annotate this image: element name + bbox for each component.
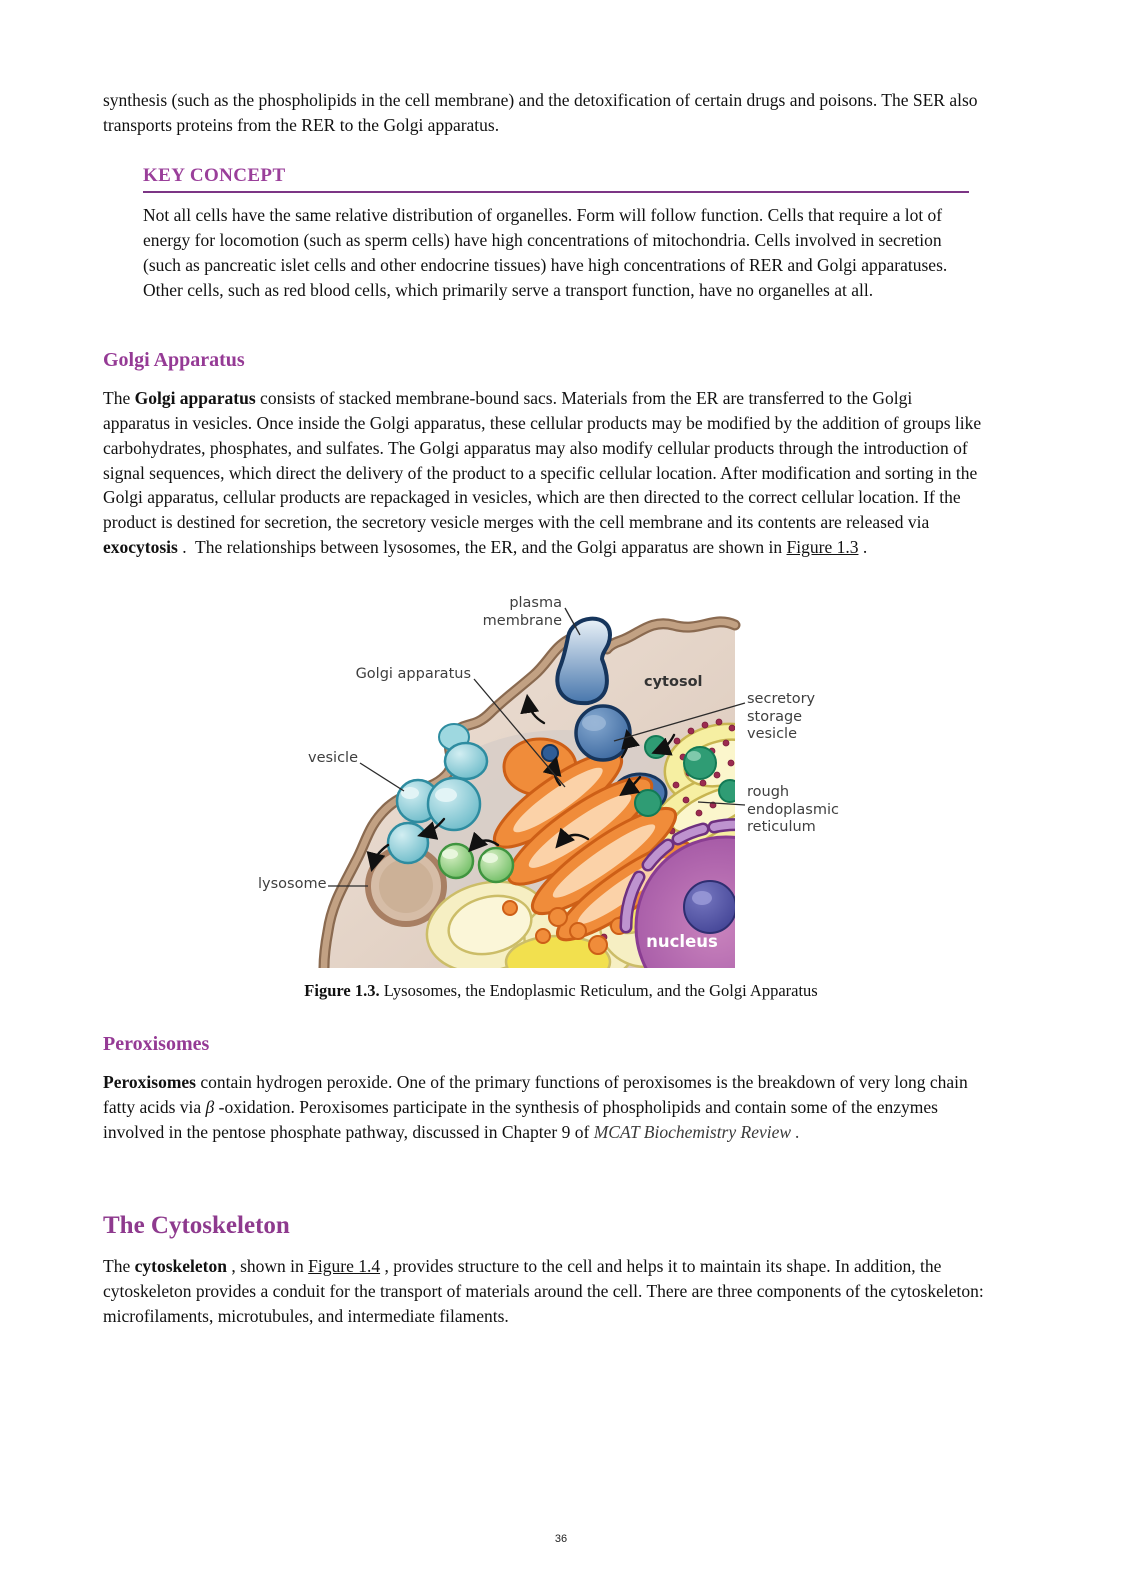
golgi-text-1: The (103, 388, 135, 408)
section-heading-peroxisomes: Peroxisomes (103, 1033, 210, 1055)
cytoskeleton-bold-term: cytoskeleton (134, 1256, 227, 1276)
rer-label-line2: endoplasmic (747, 801, 839, 818)
figure-caption (0, 981, 1122, 1001)
key-concept-body: Not all cells have the same relative distribution of organelles. Form will follow function. Cells that require a lot of energy for locomotion (such as sperm cells) have high concentrations of mitochondria. Cells involved in secretion (such as pancreatic islet cells and other endocrine tissues) have high concentrations of RER and Golgi apparatuses. Other cells, such as red blood cells, which primarily serve a transport function, have no organelles at all. (143, 205, 948, 300)
figure-caption-text: Lysosomes, the Endoplasmic Reticulum, and the Golgi Apparatus (379, 981, 818, 1000)
figure-1-3-link[interactable]: Figure 1.3 (786, 537, 859, 558)
intro-text: synthesis (such as the phospholipids in the cell membrane) and the detoxification of certain drugs and poisons. The SER also transports proteins from the RER to the Golgi apparatus. (103, 90, 978, 135)
lysosome-label: lysosome (258, 876, 327, 892)
cytoskeleton-paragraph (103, 1254, 985, 1329)
section-heading-golgi: Golgi Apparatus (103, 349, 245, 371)
rough-er-label (747, 784, 847, 837)
key-concept-title: KEY CONCEPT (143, 165, 286, 186)
section-heading-cytoskeleton: The Cytoskeleton (103, 1212, 290, 1239)
nucleolus (684, 881, 736, 933)
cytoskeleton-text-3: , provides structure to the cell and helps it to maintain its shape. In addition, the cytoskeleton provides a conduit for the transport of materials around the cell. There are three components of the cytoskeleton: microfilaments, microtubules, and intermediate filaments. (103, 1256, 984, 1326)
book-title-italic: MCAT Biochemistry Review (593, 1121, 792, 1142)
key-concept-rule (143, 191, 969, 193)
figure-1-3 (258, 595, 846, 968)
figure-1-4-link[interactable]: Figure 1.4 (308, 1256, 381, 1276)
rer-label-line3: reticulum (747, 819, 816, 836)
secretory-label-line2: storage vesicle (747, 708, 803, 743)
intro-paragraph (103, 88, 985, 138)
peroxisomes-text-3: . (791, 1121, 800, 1142)
golgi-text-4: . (858, 537, 868, 558)
nucleus-label: nucleus (646, 932, 718, 951)
peroxisomes-text-2: -oxidation. Peroxisomes participate in the synthesis of phospholipids and contain some of the enzymes involved in the pentose phosphate pathway, discussed in Chapter 9 of (103, 1096, 938, 1142)
peroxisomes-text-1: contain hydrogen peroxide. One of the primary functions of peroxisomes is the breakdown of very long chain fatty acids via (103, 1072, 968, 1117)
golgi-apparatus-label: Golgi apparatus (355, 666, 471, 682)
page-number: 36 (554, 1533, 568, 1545)
cytosol-label: cytosol (644, 674, 703, 690)
cytoskeleton-text-1: The (103, 1256, 135, 1276)
figure-caption-number: Figure 1.3. (304, 981, 380, 1000)
exocytosis-vesicle (557, 619, 610, 703)
golgi-text-2: consists of stacked membrane-bound sacs. Materials from the ER are transferred to the Golgi apparatus in vesicles. Once inside the Golgi apparatus, these cellular products may be modified by the addition of groups like carbohydrates, phosphates, and sulfates. The Golgi apparatus may also modify cellular products through the introduction of signal sequences, which direct the delivery of the product to a specific cellular location. After modification and sorting in the Golgi apparatus, cellular products are repackaged in vesicles, which are then directed to the correct cellular location. If the product is destined for secretion, the secretory vesicle merges with the cell membrane and its contents are released via (103, 388, 982, 533)
plasma-membrane-label: plasma membrane (482, 595, 562, 629)
peroxisomes-bold-term: Peroxisomes (103, 1072, 196, 1092)
rer-label-line1: rough (747, 784, 790, 800)
secretory-storage-vesicle-label (747, 691, 847, 744)
peroxisomes-paragraph (103, 1070, 985, 1145)
key-concept-block (143, 165, 969, 302)
cell-diagram (258, 595, 846, 968)
beta-symbol: β (205, 1096, 215, 1117)
golgi-paragraph (103, 386, 983, 560)
exocytosis-bold-term: exocytosis (103, 537, 178, 558)
golgi-text-3: . The relationships between lysosomes, the ER, and the Golgi apparatus are shown in (177, 537, 787, 558)
cytoskeleton-text-2: , shown in (226, 1256, 309, 1276)
secretory-label-line1: secretory (747, 691, 816, 707)
vesicle-label: vesicle (307, 750, 358, 766)
golgi-bold-term: Golgi apparatus (134, 388, 256, 408)
